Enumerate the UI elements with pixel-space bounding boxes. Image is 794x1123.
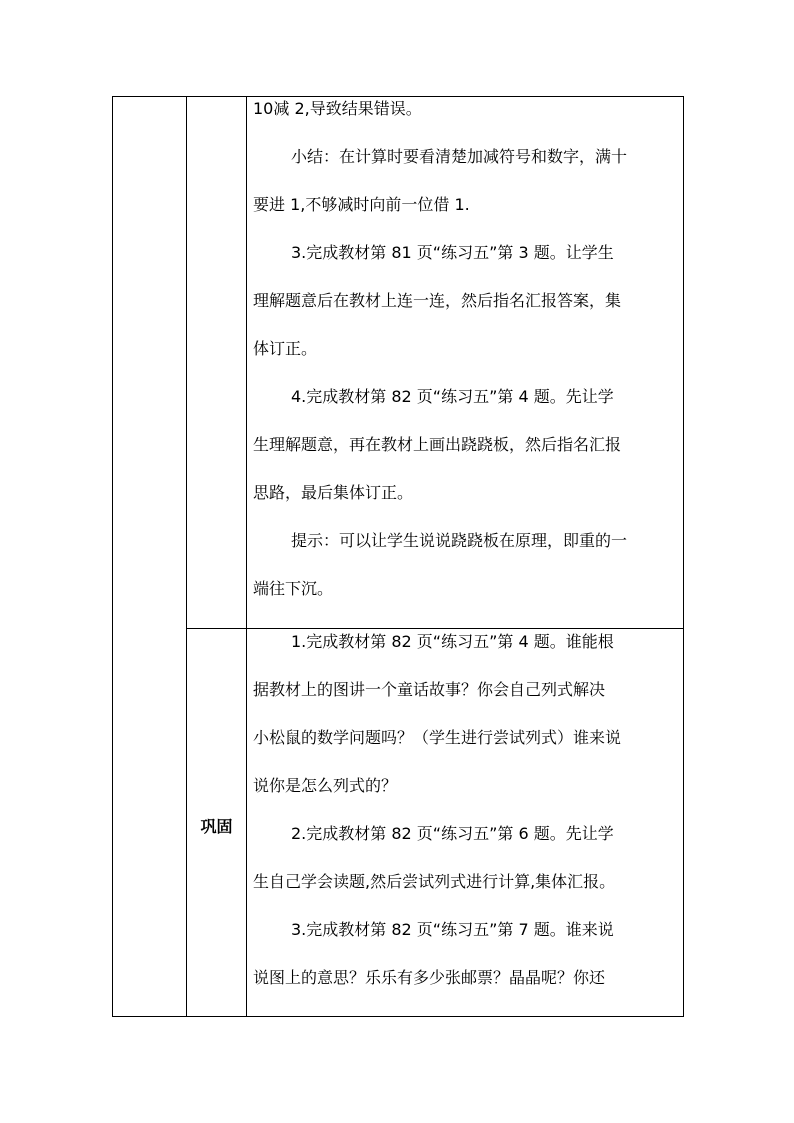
row1-line: 端往下沉。 xyxy=(253,579,334,598)
row1-line: 4.完成教材第 82 页“练习五”第 4 题。先让学 xyxy=(291,387,614,406)
row1-line: 小结：在计算时要看清楚加减符号和数字，满十 xyxy=(291,147,628,166)
row1-line: 3.完成教材第 81 页“练习五”第 3 题。让学生 xyxy=(291,243,614,262)
row2-line: 据教材上的图讲一个童话故事？你会自己列式解决 xyxy=(253,680,606,699)
row2-label: 巩固 xyxy=(200,817,233,836)
row2-line: 3.完成教材第 82 页“练习五”第 7 题。谁来说 xyxy=(291,920,614,939)
row1-line: 生理解题意，再在教材上画出跷跷板，然后指名汇报 xyxy=(253,435,622,454)
row2-line: 1.完成教材第 82 页“练习五”第 4 题。谁能根 xyxy=(291,632,614,651)
row2-line: 小松鼠的数学问题吗？（学生进行尝试列式）谁来说 xyxy=(253,728,622,747)
row1-content xyxy=(253,85,683,613)
row1-line: 要进 1,不够减时向前一位借 1. xyxy=(253,195,470,214)
table-divider-col2 xyxy=(246,96,247,1017)
row2-line: 生自己学会读题,然后尝试列式进行计算,集体汇报。 xyxy=(253,872,616,891)
row2-line: 说图上的意思？乐乐有多少张邮票？晶晶呢？你还 xyxy=(253,968,606,987)
row1-line: 提示：可以让学生说说跷跷板在原理，即重的一 xyxy=(291,531,628,550)
row2-line: 2.完成教材第 82 页“练习五”第 6 题。先让学 xyxy=(291,824,614,843)
row2-line: 说你是怎么列式的？ xyxy=(253,776,398,795)
table-divider-col1 xyxy=(186,96,187,1017)
row2-content xyxy=(253,618,683,1002)
row1-line: 思路，最后集体订正。 xyxy=(253,483,414,502)
row1-line: 体订正。 xyxy=(253,339,318,358)
row1-line: 理解题意后在教材上连一连，然后指名汇报答案，集 xyxy=(253,291,622,310)
row1-line: 10减 2,导致结果错误。 xyxy=(253,99,422,118)
